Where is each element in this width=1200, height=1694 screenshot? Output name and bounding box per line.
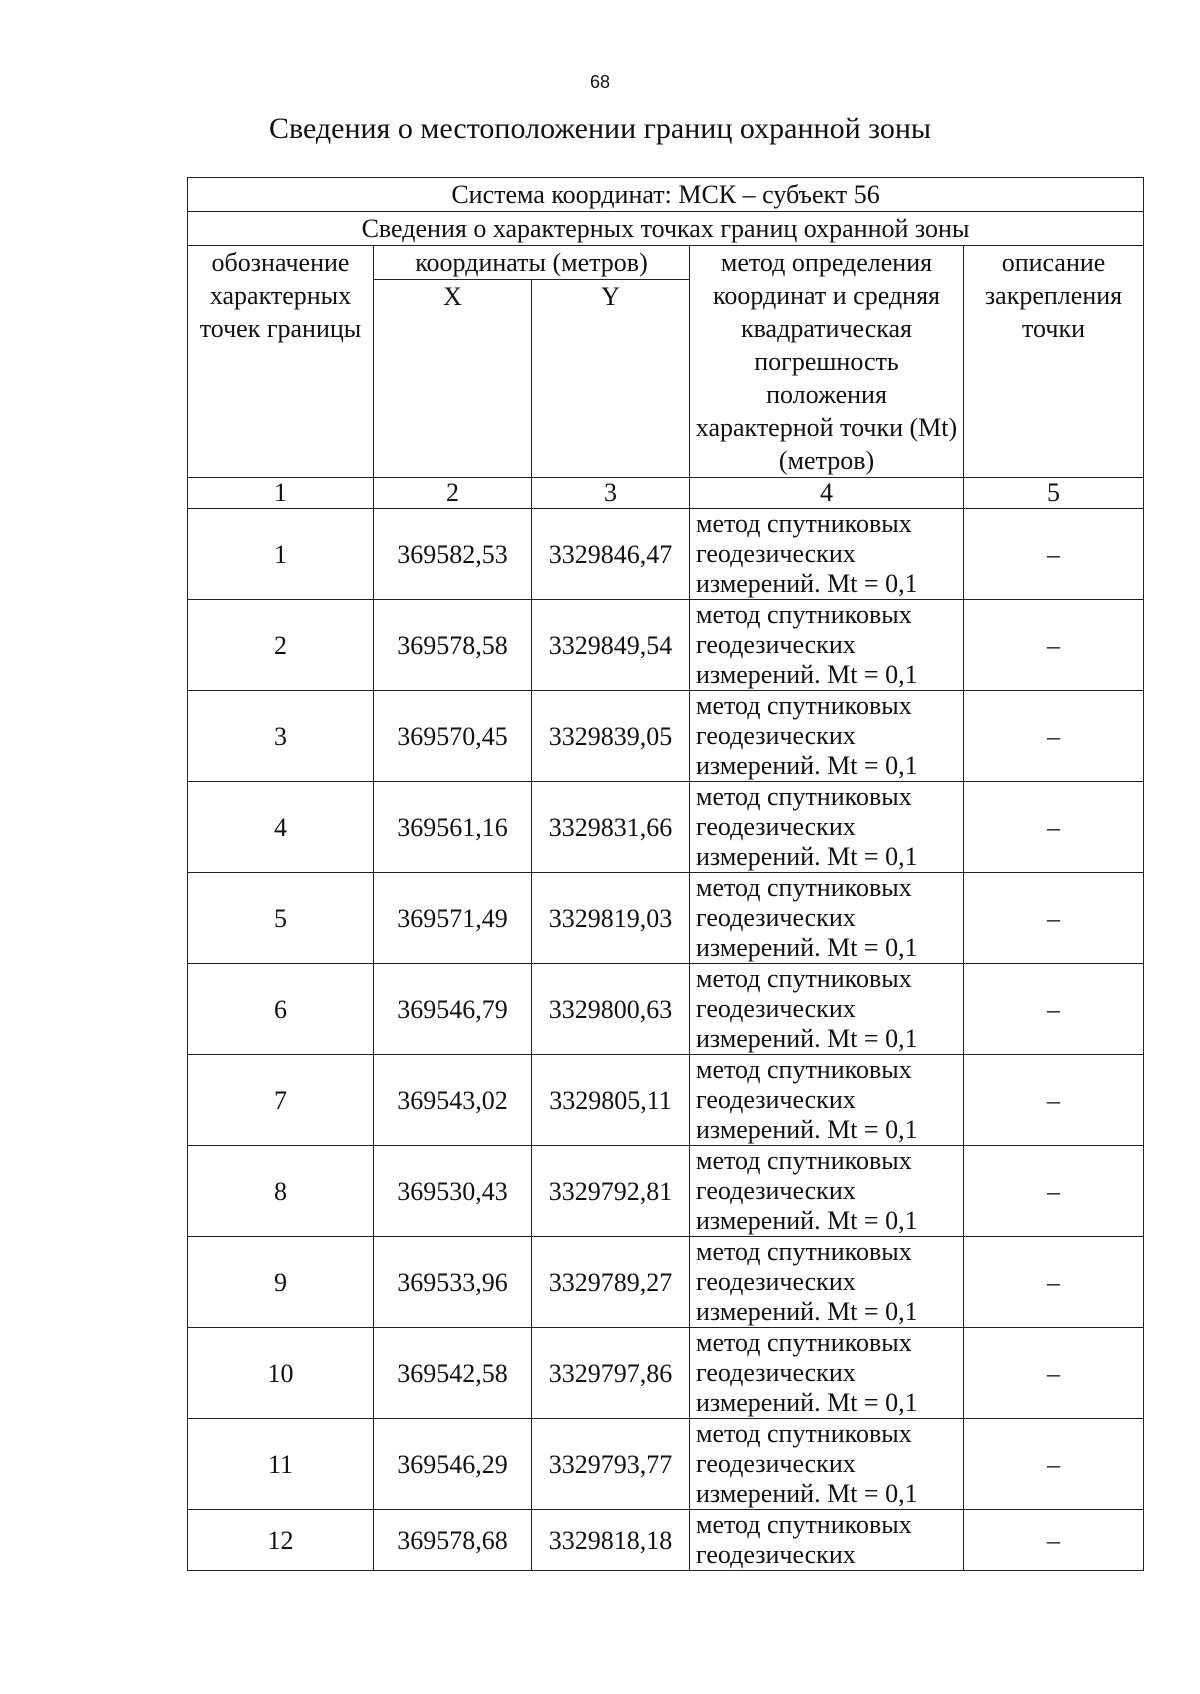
description-cell: –	[964, 1328, 1144, 1419]
table-row	[188, 873, 1144, 964]
table-row	[188, 1510, 1144, 1571]
y-coordinate-cell: 3329819,03	[532, 873, 690, 964]
column-number-row	[188, 478, 1144, 509]
description-cell: –	[964, 1419, 1144, 1510]
y-coordinate-cell: 3329805,11	[532, 1055, 690, 1146]
method-cell: метод спутниковых геодезических измерений. Mt = 0,1	[690, 782, 964, 873]
y-coordinate-cell: 3329793,77	[532, 1419, 690, 1510]
x-coordinate-cell: 369561,16	[374, 782, 532, 873]
table-row	[188, 1419, 1144, 1510]
description-cell: –	[964, 1237, 1144, 1328]
x-coordinate-cell: 369542,58	[374, 1328, 532, 1419]
table-row	[188, 600, 1144, 691]
table-row	[188, 1146, 1144, 1237]
header-description: описание закрепления точки	[964, 246, 1144, 478]
x-coordinate-cell: 369533,96	[374, 1237, 532, 1328]
method-cell: метод спутниковых геодезических измерений. Mt = 0,1	[690, 1328, 964, 1419]
y-coordinate-cell: 3329846,47	[532, 509, 690, 600]
document-title: Сведения о местоположении границ охранной зоны	[268, 112, 932, 145]
point-cell: 9	[188, 1237, 374, 1328]
table-row	[188, 1237, 1144, 1328]
x-coordinate-cell: 369543,02	[374, 1055, 532, 1146]
point-cell: 6	[188, 964, 374, 1055]
coord-system-cell: Система координат: МСК – субъект 56	[188, 178, 1144, 212]
column-number: 4	[690, 478, 964, 509]
table-row	[188, 691, 1144, 782]
point-cell: 4	[188, 782, 374, 873]
point-cell: 11	[188, 1419, 374, 1510]
coord-system-row	[188, 178, 1144, 212]
description-cell: –	[964, 873, 1144, 964]
column-number: 2	[374, 478, 532, 509]
description-cell: –	[964, 691, 1144, 782]
method-cell: метод спутниковых геодезических измерений. Mt = 0,1	[690, 509, 964, 600]
method-cell: метод спутниковых геодезических измерений. Mt = 0,1	[690, 1419, 964, 1510]
method-cell: метод спутниковых геодезических измерений. Mt = 0,1	[690, 1237, 964, 1328]
column-number: 1	[188, 478, 374, 509]
header-x: X	[374, 280, 532, 478]
point-cell: 8	[188, 1146, 374, 1237]
header-designation: обозначение характерных точек границы	[188, 246, 374, 478]
y-coordinate-cell: 3329797,86	[532, 1328, 690, 1419]
point-cell: 10	[188, 1328, 374, 1419]
column-number: 5	[964, 478, 1144, 509]
point-cell: 12	[188, 1510, 374, 1571]
column-number: 3	[532, 478, 690, 509]
description-cell: –	[964, 1510, 1144, 1571]
table-row	[188, 509, 1144, 600]
y-coordinate-cell: 3329818,18	[532, 1510, 690, 1571]
y-coordinate-cell: 3329839,05	[532, 691, 690, 782]
point-cell: 5	[188, 873, 374, 964]
description-cell: –	[964, 782, 1144, 873]
description-cell: –	[964, 509, 1144, 600]
x-coordinate-cell: 369582,53	[374, 509, 532, 600]
y-coordinate-cell: 3329800,63	[532, 964, 690, 1055]
section-title-row	[188, 212, 1144, 246]
method-cell: метод спутниковых геодезических измерений. Mt = 0,1	[690, 600, 964, 691]
description-cell: –	[964, 964, 1144, 1055]
header-y: Y	[532, 280, 690, 478]
table-row	[188, 1328, 1144, 1419]
section-title-cell: Сведения о характерных точках границ охранной зоны	[188, 212, 1144, 246]
method-cell: метод спутниковых геодезических измерений. Mt = 0,1	[690, 873, 964, 964]
point-cell: 1	[188, 509, 374, 600]
x-coordinate-cell: 369571,49	[374, 873, 532, 964]
x-coordinate-cell: 369578,68	[374, 1510, 532, 1571]
method-cell: метод спутниковых геодезических измерений. Mt = 0,1	[690, 1146, 964, 1237]
y-coordinate-cell: 3329831,66	[532, 782, 690, 873]
description-cell: –	[964, 1055, 1144, 1146]
header-method: метод определения координат и средняя квадратическая погрешность положения характерной точки (Mt) (метров)	[690, 246, 964, 478]
method-cell: метод спутниковых геодезических измерений. Mt = 0,1	[690, 691, 964, 782]
x-coordinate-cell: 369578,58	[374, 600, 532, 691]
x-coordinate-cell: 369546,29	[374, 1419, 532, 1510]
table-row	[188, 782, 1144, 873]
point-cell: 3	[188, 691, 374, 782]
x-coordinate-cell: 369546,79	[374, 964, 532, 1055]
y-coordinate-cell: 3329849,54	[532, 600, 690, 691]
method-cell: метод спутниковых геодезических измерений. Mt = 0,1	[690, 1055, 964, 1146]
x-coordinate-cell: 369570,45	[374, 691, 532, 782]
x-coordinate-cell: 369530,43	[374, 1146, 532, 1237]
page-number: 68	[589, 72, 611, 92]
description-cell: –	[964, 1146, 1144, 1237]
description-cell: –	[964, 600, 1144, 691]
method-cell: метод спутниковых геодезических измерений. Mt = 0,1	[690, 964, 964, 1055]
y-coordinate-cell: 3329789,27	[532, 1237, 690, 1328]
method-cell: метод спутниковых геодезических	[690, 1510, 964, 1571]
table-row	[188, 964, 1144, 1055]
point-cell: 2	[188, 600, 374, 691]
boundary-points-table	[187, 177, 1144, 1571]
y-coordinate-cell: 3329792,81	[532, 1146, 690, 1237]
table-row	[188, 1055, 1144, 1146]
header-row	[188, 246, 1144, 280]
header-coordinates: координаты (метров)	[374, 246, 690, 280]
point-cell: 7	[188, 1055, 374, 1146]
